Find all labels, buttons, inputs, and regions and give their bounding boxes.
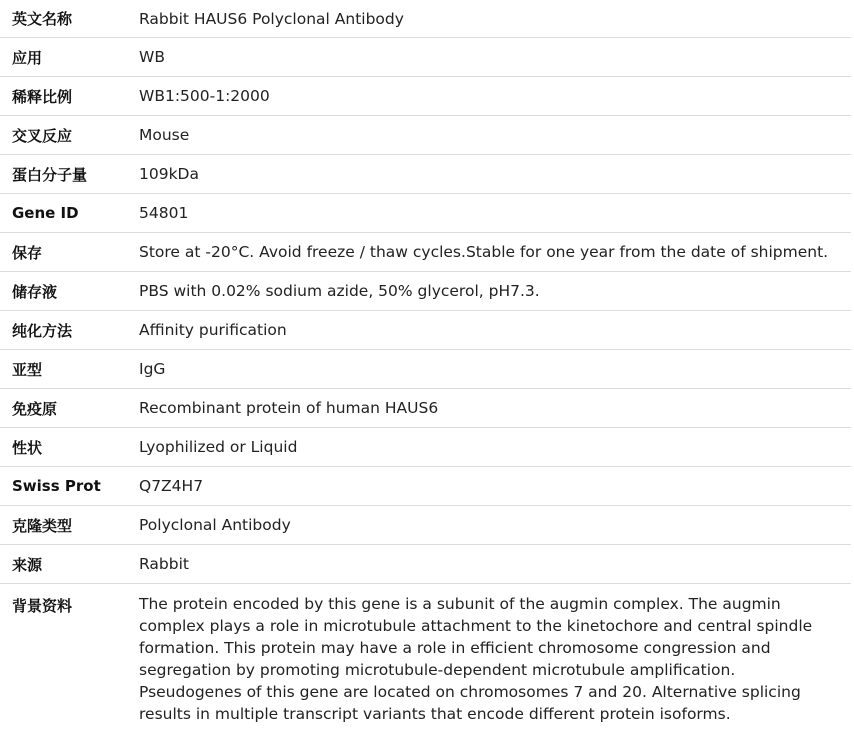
spec-label: 克隆类型 — [12, 516, 73, 535]
spec-label: 免疫原 — [12, 399, 58, 418]
spec-value: Q7Z4H7 — [139, 477, 204, 495]
spec-value: 54801 — [139, 204, 189, 222]
spec-value: Recombinant protein of human HAUS6 — [139, 399, 439, 417]
spec-value: Store at -20°C. Avoid freeze / thaw cycles.Stable for one year from the date of shipment. — [139, 243, 829, 261]
spec-row-molecular-weight — [0, 155, 851, 194]
spec-label: 应用 — [12, 48, 43, 67]
spec-row-immunogen — [0, 389, 851, 428]
spec-label: 来源 — [12, 555, 43, 574]
spec-value: Affinity purification — [139, 321, 287, 339]
spec-label: 蛋白分子量 — [12, 165, 88, 184]
spec-row-host — [0, 545, 851, 584]
spec-label: 稀释比例 — [12, 87, 73, 106]
spec-row-form — [0, 428, 851, 467]
spec-value: Polyclonal Antibody — [139, 516, 291, 534]
spec-row-buffer — [0, 272, 851, 311]
spec-label: 交叉反应 — [12, 126, 73, 145]
spec-label: Swiss Prot — [12, 477, 101, 495]
spec-row-gene-id — [0, 194, 851, 233]
spec-row-swiss-prot — [0, 467, 851, 506]
spec-row-clonality — [0, 506, 851, 545]
spec-value: Mouse — [139, 126, 190, 144]
spec-value: Rabbit HAUS6 Polyclonal Antibody — [139, 9, 404, 28]
spec-label: 亚型 — [12, 360, 43, 379]
spec-value: Rabbit — [139, 555, 189, 573]
spec-row-background — [0, 584, 851, 731]
spec-row-reactivity — [0, 116, 851, 155]
spec-value: PBS with 0.02% sodium azide, 50% glycerol, pH7.3. — [139, 282, 540, 300]
spec-row-dilution — [0, 77, 851, 116]
spec-label: 储存液 — [12, 282, 58, 301]
spec-row-english-name — [0, 0, 851, 38]
spec-row-purification — [0, 311, 851, 350]
spec-label: 纯化方法 — [12, 321, 73, 340]
spec-label: 英文名称 — [12, 10, 73, 28]
spec-value: 109kDa — [139, 165, 199, 183]
spec-value: IgG — [139, 360, 166, 378]
spec-label: 背景资料 — [12, 597, 73, 615]
spec-label: Gene ID — [12, 204, 79, 222]
spec-value: Lyophilized or Liquid — [139, 438, 298, 456]
spec-label: 性状 — [12, 438, 43, 457]
spec-label: 保存 — [12, 243, 43, 262]
spec-value: WB — [139, 48, 165, 66]
spec-row-application — [0, 38, 851, 77]
spec-value-background: The protein encoded by this gene is a subunit of the augmin complex. The augmin complex plays a role in microtubule attachment to the kinetochore and central spindle formation. This protein may have a role in efficient chromosome congression and segregation by promoting microtubule-dependent microtubule amplification. Pseudogenes of this gene are located on chromosomes 7 and 20. Alternative splicing results in multiple transcript variants that encode different protein isoforms. — [139, 595, 813, 723]
spec-row-storage — [0, 233, 851, 272]
spec-row-isotype — [0, 350, 851, 389]
spec-value: WB1:500-1:2000 — [139, 87, 270, 105]
